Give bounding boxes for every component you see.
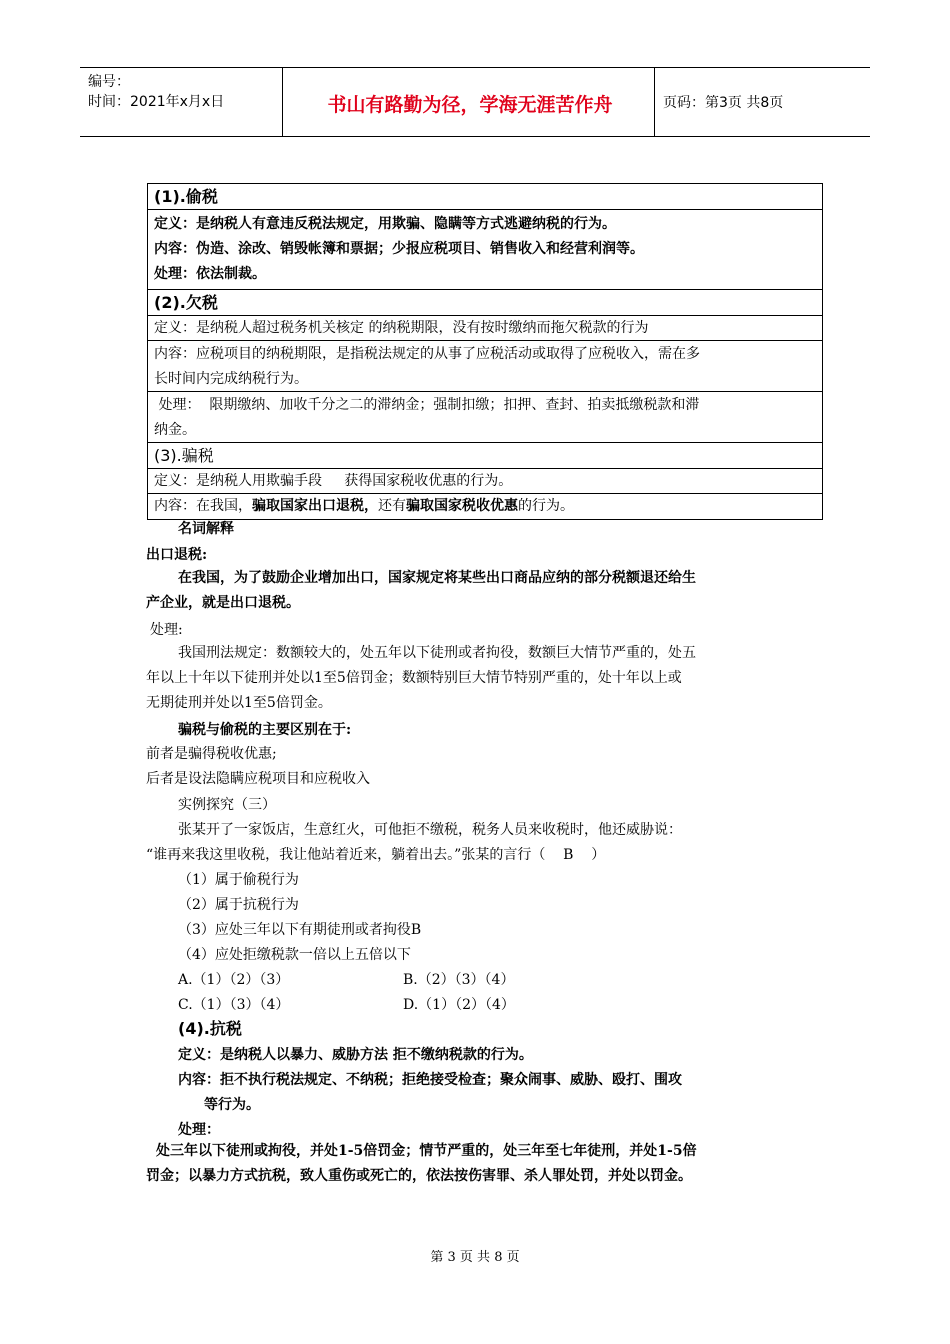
- tax-arrears-content: [148, 341, 822, 392]
- answer-choice-b: B.（2）（3）（4）: [403, 972, 515, 988]
- answer-choice-a: A.（1）（2）（3）: [178, 972, 290, 988]
- section-tax-evasion-details: [148, 210, 822, 290]
- criminal-law-line: 我国刑法规定：数额较大的，处五年以下徒刑或者拘役，数额巨大情节严重的，处五: [178, 645, 696, 661]
- difference-line-2: 后者是设法隐瞒应税项目和应税收入: [146, 771, 370, 787]
- case-option: （3）应处三年以下有期徒刑或者拘役B: [178, 922, 422, 938]
- tax-arrears-content-line: 长时间内完成纳税行为。: [154, 371, 308, 387]
- case-option: （2）属于抗税行为: [178, 897, 299, 913]
- tax-fraud-emphasis: 骗取国家税收优惠: [406, 498, 518, 514]
- header-divider: [282, 68, 283, 136]
- export-rebate-definition: [146, 566, 826, 616]
- section-title-tax-arrears: (2).欠税: [148, 290, 822, 316]
- header-date: 时间：2021年x月x日: [88, 94, 225, 110]
- case-study-line: “谁再来我这里收税，我让他站着近来，躺着出去。”张某的言行（ B ）: [146, 847, 606, 863]
- case-study-line: 张某开了一家饭店，生意红火，可他拒不缴税，税务人员来收税时，他还威胁说：: [178, 822, 682, 838]
- answer-choice-d: D.（1）（2）（4）: [403, 997, 515, 1013]
- answer-choice-c: C.（1）（3）（4）: [178, 997, 290, 1013]
- header-meta: [88, 72, 224, 112]
- criminal-law-line: 无期徒刑并处以1至5倍罚金。: [146, 695, 332, 711]
- tax-resistance-content: 内容：拒不执行税法规定、不纳税；拒绝接受检查；聚众闹事、威胁、殴打、围攻: [178, 1072, 682, 1088]
- header-divider: [654, 68, 655, 136]
- page-header: [80, 67, 870, 137]
- tax-fraud-content-text: 内容：在我国，: [154, 498, 252, 514]
- header-number: 编号：: [88, 74, 130, 90]
- tax-arrears-handling-line: 纳金。: [154, 422, 196, 438]
- tax-fraud-content-text: 的行为。: [518, 498, 574, 514]
- difference-line-1: 前者是骗得税收优惠;: [146, 746, 277, 762]
- tax-resistance-content-cont: 等行为。: [204, 1097, 260, 1113]
- case-study-title: 实例探究（三）: [178, 797, 276, 813]
- tax-evasion-handling: 处理：依法制裁。: [154, 266, 266, 282]
- handling-label: 处理:: [150, 622, 183, 638]
- case-option: （1）属于偷税行为: [178, 872, 299, 888]
- header-page-info: 页码：第3页 共8页: [663, 95, 784, 111]
- tax-fraud-content-text: 还有: [378, 498, 406, 514]
- export-rebate-line: 在我国，为了鼓励企业增加出口，国家规定将某些出口商品应纳的部分税额退还给生: [178, 570, 696, 586]
- tax-evasion-content: 内容：伪造、涂改、销毁帐簿和票据；少报应税项目、销售收入和经营利润等。: [154, 241, 644, 257]
- export-rebate-line: 产企业，就是出口退税。: [146, 595, 300, 611]
- tax-arrears-handling-line: 处理： 限期缴纳、加收千分之二的滞纳金；强制扣缴；扣押、查封、拍卖抵缴税款和滞: [154, 397, 700, 413]
- tax-resistance-handling: [146, 1139, 836, 1189]
- section-title-tax-resistance: (4).抗税: [178, 1019, 242, 1038]
- difference-heading: 骗税与偷税的主要区别在于:: [178, 722, 352, 738]
- tax-evasion-definition: 定义：是纳税人有意违反税法规定，用欺骗、隐瞒等方式逃避纳税的行为。: [154, 216, 616, 232]
- export-rebate-label: 出口退税:: [146, 547, 208, 563]
- tax-resistance-definition: 定义：是纳税人以暴力、威胁方法 拒不缴纳税款的行为。: [178, 1047, 533, 1063]
- section-title-tax-evasion: (1).偷税: [148, 184, 822, 210]
- tax-table: [147, 183, 823, 520]
- tax-fraud-content: [148, 494, 822, 519]
- case-option: （4）应处拒缴税款一倍以上五倍以下: [178, 947, 411, 963]
- criminal-law-line: 年以上十年以下徒刑并处以1至5倍罚金；数额特别巨大情节特别严重的，处十年以上或: [146, 670, 682, 686]
- page-footer: 第 3 页 共 8 页: [430, 1250, 520, 1265]
- tax-fraud-definition: 定义：是纳税人用欺骗手段 获得国家税收优惠的行为。: [148, 469, 822, 494]
- header-motto: 书山有路勤为径，学海无涯苦作舟: [327, 94, 613, 116]
- tax-resistance-handling-label: 处理：: [178, 1122, 220, 1138]
- tax-arrears-definition: 定义：是纳税人超过税务机关核定 的纳税期限，没有按时缴纳而拖欠税款的行为: [148, 316, 822, 341]
- tax-resistance-handling-line: 罚金；以暴力方式抗税，致人重伤或死亡的，依法按伤害罪、杀人罪处罚，并处以罚金。: [146, 1168, 692, 1184]
- tax-arrears-content-line: 内容：应税项目的纳税期限，是指税法规定的从事了应税活动或取得了应税收入，需在多: [154, 346, 700, 362]
- tax-arrears-handling: [148, 392, 822, 443]
- terms-heading: 名词解释: [178, 521, 234, 537]
- section-title-tax-fraud: (3).骗税: [148, 443, 822, 469]
- tax-fraud-emphasis: 骗取国家出口退税，: [252, 498, 378, 514]
- criminal-law-paragraph: [146, 641, 826, 716]
- tax-resistance-handling-line: 处三年以下徒刑或拘役，并处1-5倍罚金；情节严重的，处三年至七年徒刑，并处1-5倍: [156, 1143, 697, 1159]
